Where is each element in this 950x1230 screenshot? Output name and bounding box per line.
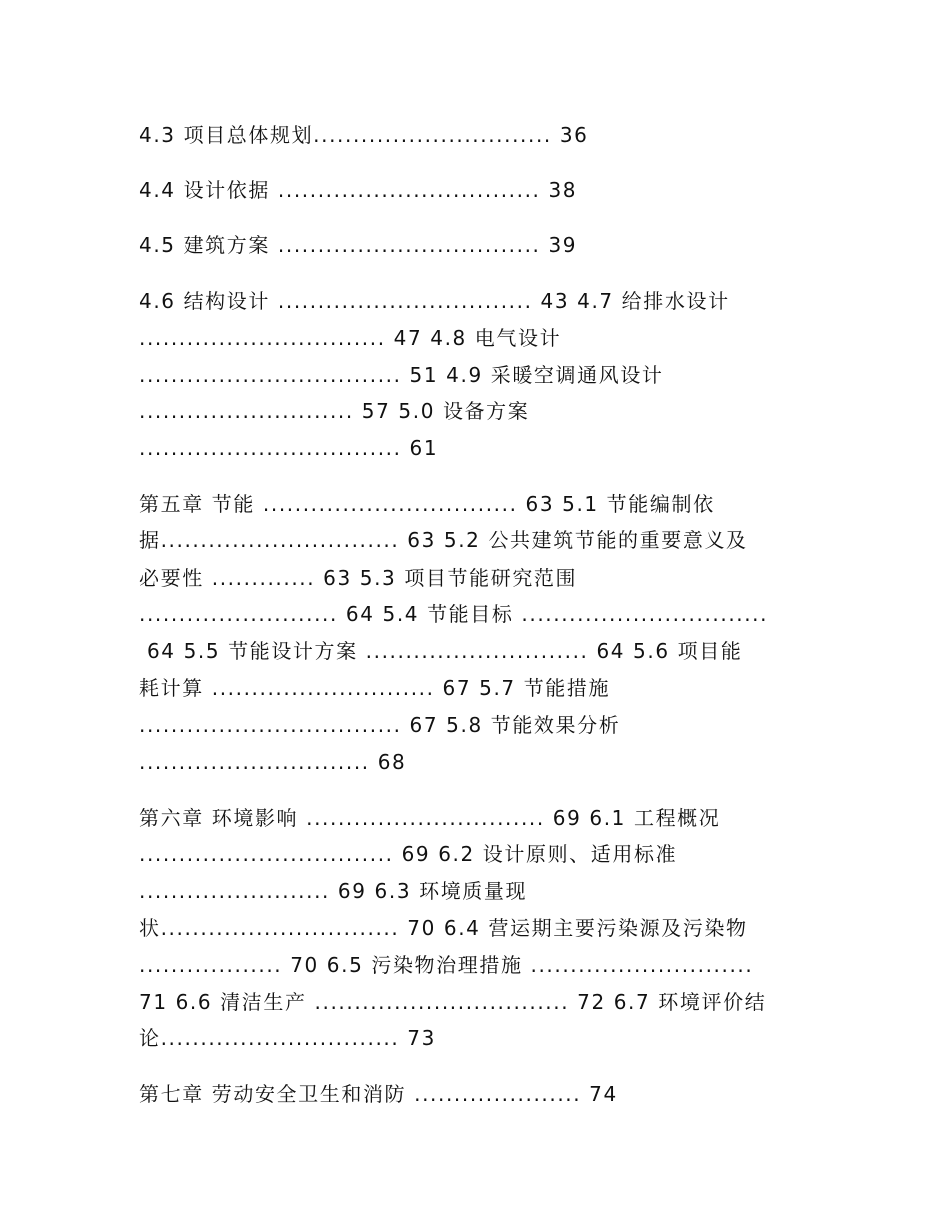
toc-line: 据.............................. 63 5.2 公共建筑节能的重要意义及 <box>139 528 748 552</box>
toc-line: ............................... 47 4.8 电气设计 <box>139 326 562 350</box>
toc-line: ................................ 69 6.2 设计原则、适用标准 <box>139 842 678 866</box>
toc-line: ......................... 64 5.4 节能目标 ............................... <box>139 602 769 626</box>
toc-line: ................................. 51 4.9 采暖空调通风设计 <box>139 363 664 387</box>
toc-line: 64 5.5 节能设计方案 ............................ 64 5.6 项目能 <box>139 639 743 663</box>
toc-line: 第七章 劳动安全卫生和消防 ..................... 74 <box>139 1082 618 1106</box>
toc-line: ............................. 68 <box>139 750 407 774</box>
toc-line: ........................ 69 6.3 环境质量现 <box>139 879 528 903</box>
toc-line: 71 6.6 清洁生产 ................................ 72 6.7 环境评价结 <box>139 990 767 1014</box>
toc-line: ................................. 61 <box>139 436 439 460</box>
toc-line: 第五章 节能 ................................ 63 5.1 节能编制依 <box>139 492 715 516</box>
toc-line: ................................. 67 5.8 节能效果分析 <box>139 713 621 737</box>
toc-line: 必要性 ............. 63 5.3 项目节能研究范围 <box>139 566 578 590</box>
toc-line: 4.5 建筑方案 ................................. 39 <box>139 233 578 257</box>
toc-line: 4.3 项目总体规划.............................. 36 <box>139 123 589 147</box>
toc-line: .................. 70 6.5 污染物治理措施 ............................ <box>139 953 754 977</box>
toc-line: 论.............................. 73 <box>139 1026 436 1050</box>
toc-line: 耗计算 ............................ 67 5.7 节能措施 <box>139 676 611 700</box>
toc-line: 状.............................. 70 6.4 营运期主要污染源及污染物 <box>139 916 748 940</box>
toc-line: 4.4 设计依据 ................................. 38 <box>139 178 578 202</box>
toc-line: ........................... 57 5.0 设备方案 <box>139 399 530 423</box>
toc-line: 4.6 结构设计 ................................ 43 4.7 给排水设计 <box>139 289 730 313</box>
toc-line: 第六章 环境影响 .............................. 69 6.1 工程概况 <box>139 806 721 830</box>
